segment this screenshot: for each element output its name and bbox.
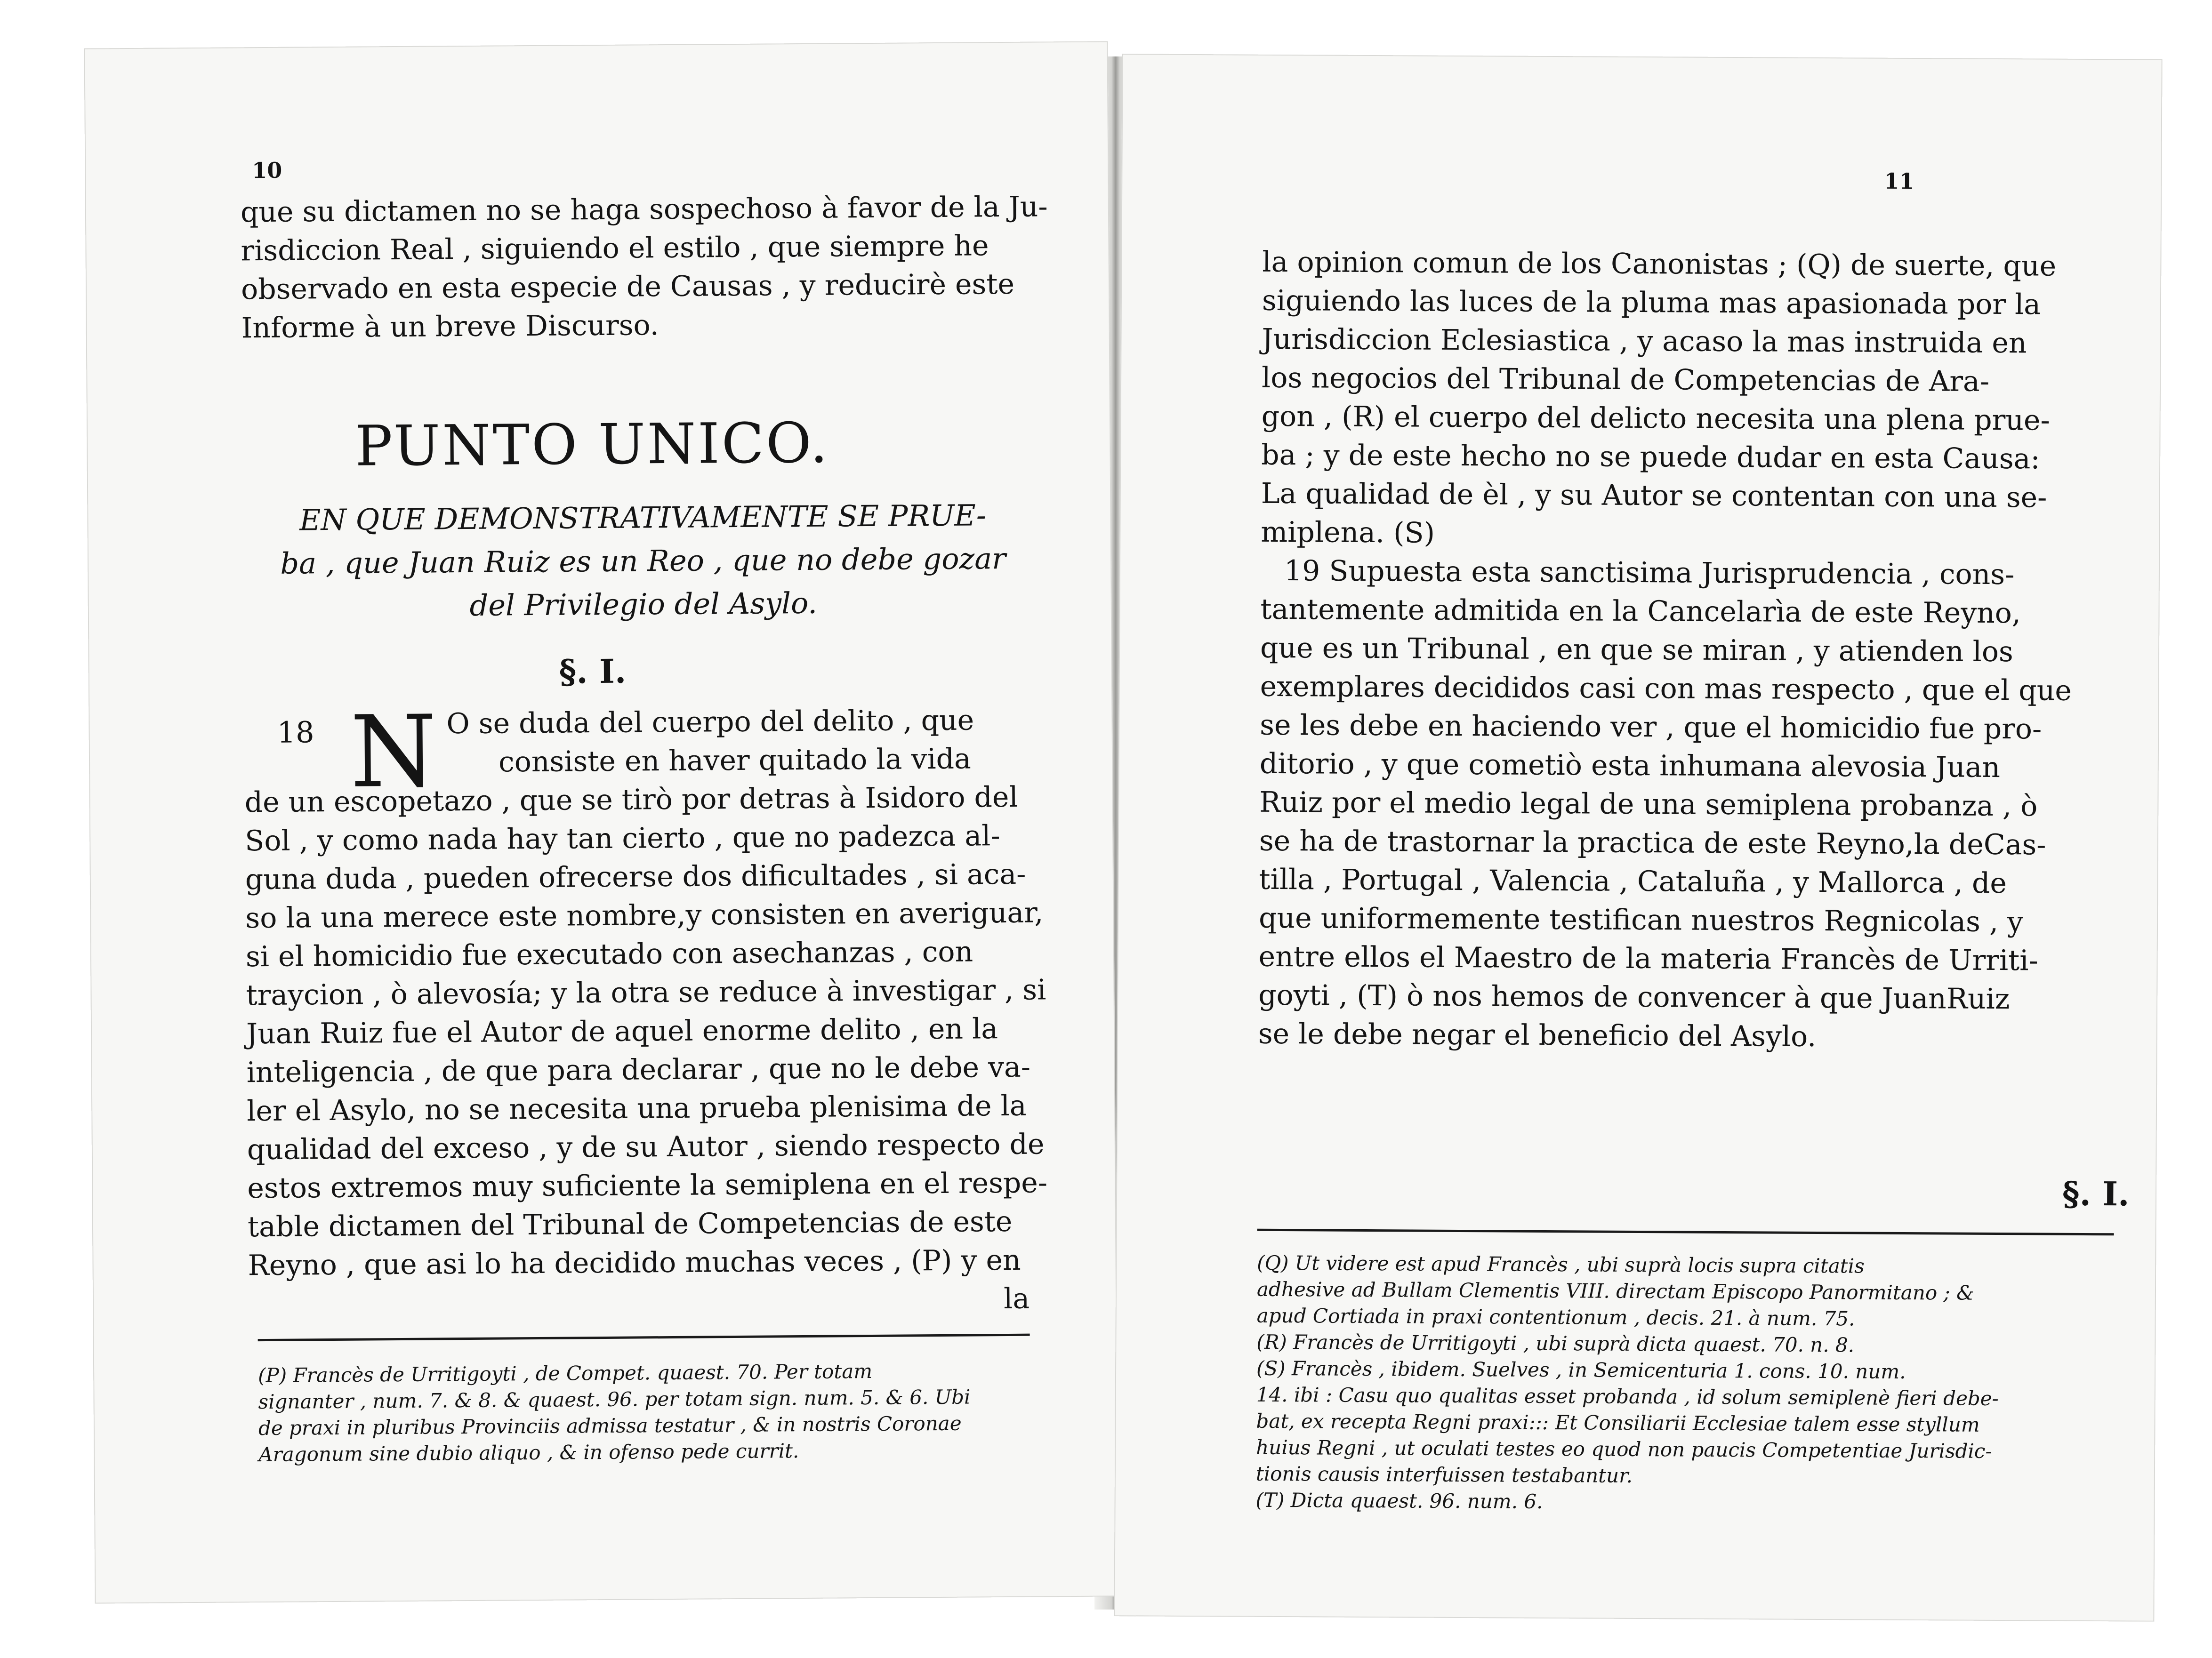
text-line: que uniformemente testifican nuestros Regnicolas , y	[1258, 901, 2024, 939]
subheading	[242, 493, 1044, 629]
text-line: estos extremos muy suficiente la semiplena en el respe-	[247, 1166, 1048, 1205]
left-page	[84, 41, 1118, 1603]
paragraph-18	[244, 694, 1048, 1323]
right-page	[1114, 54, 2162, 1622]
footnote-line: de praxi in pluribus Provinciis admissa testatur , & in nostris Coronae	[258, 1411, 962, 1440]
catchword: la	[1003, 1282, 1030, 1316]
text-line: Informe à un breve Discurso.	[241, 309, 659, 345]
text-line: exemplares decididos casi con mas respecto , que el que	[1260, 670, 2072, 707]
text-line: los negocios del Tribunal de Competencias de Ara-	[1261, 361, 1990, 398]
text-line: Sol , y como nada hay tan cierto , que no padezca al-	[245, 819, 1000, 858]
drop-cap: N	[350, 694, 437, 810]
text-line: que su dictamen no se haga sospechoso à favor de la Ju-	[240, 190, 1048, 229]
subheading-line: EN QUE DEMONSTRATIVAMENTE SE PRUE-	[299, 498, 987, 537]
footnote-line: (T) Dicta quaest. 96. num. 6.	[1255, 1488, 1543, 1513]
subheading-line: ba , que Juan Ruiz es un Reo , que no debe gozar	[280, 541, 1006, 581]
text-line: se ha de trastornar la practica de este Reyno,la deCas-	[1259, 824, 2046, 862]
opening-text	[240, 187, 1048, 347]
page-number: 10	[252, 157, 282, 184]
footnotes	[258, 1357, 1040, 1468]
section-mark: §. I.	[2062, 1174, 2130, 1214]
text-line: qualidad del exceso , y de su Autor , siendo respecto de	[247, 1128, 1045, 1167]
text-line: observado en esta especie de Causas , y reducirè este	[241, 267, 1015, 306]
footnote-rule	[258, 1334, 1030, 1341]
text-line: traycion , ò alevosía; y la otra se reduce à investigar , si	[246, 973, 1046, 1012]
text-line: ditorio , y que cometiò esta inhumana alevosia Juan	[1259, 747, 2001, 785]
text-line: tilla , Portugal , Valencia , Cataluña , y Mallorca , de	[1259, 863, 2007, 900]
footnote-line: (S) Francès , ibidem. Suelves , in Semicenturia 1. cons. 10. num.	[1256, 1356, 1906, 1383]
text-line: si el homicidio fue executado con asechanzas , con	[245, 935, 973, 974]
text-line: que es un Tribunal , en que se miran , y atienden los	[1260, 631, 2013, 669]
footnote-rule	[1257, 1229, 2114, 1236]
footnote-line: 14. ibi : Casu quo qualitas esset probanda , id solum semiplenè fieri debe-	[1256, 1383, 1999, 1410]
text-line: tantemente admitida en la Cancelarìa de este Reyno,	[1260, 593, 2021, 630]
text-line: siguiendo las luces de la pluma mas apasionada por la	[1262, 284, 2041, 321]
footnote-line: (Q) Ut videre est apud Francès , ubi suprà locis supra citatis	[1257, 1251, 1865, 1278]
text-line: de un escopetazo , que se tirò por detras à Isidoro del	[244, 780, 1018, 819]
text-line: ler el Asylo, no se necesita una prueba plenisima de la	[247, 1089, 1027, 1128]
footnote-line: huius Regni , ut oculati testes eo quod non paucis Competentiae Jurisdic-	[1256, 1435, 1992, 1463]
text-line: table dictamen del Tribunal de Competencias de este	[247, 1205, 1013, 1244]
footnote-line: apud Cortiada in praxi contentionum , decis. 21. à num. 75.	[1256, 1304, 1855, 1330]
text-line: se le debe negar el beneficio del Asylo.	[1258, 1017, 1817, 1053]
text-line: Juan Ruiz fue el Autor de aquel enorme delito , en la	[246, 1012, 998, 1051]
page-number: 11	[1884, 168, 1914, 194]
footnote-line: adhesive ad Bullam Clementis VIII. directam Episcopo Panormitano ; &	[1256, 1277, 1974, 1305]
text-line: entre ellos el Maestro de la materia Francès de Urriti-	[1258, 940, 2038, 977]
footnote-line: Aragonum sine dubio aliquo , & in ofenso pede currit.	[258, 1439, 799, 1466]
body-text	[1258, 243, 2119, 1058]
footnote-line: signanter , num. 7. & 8. & quaest. 96. per totam sign. num. 5. & 6. Ubi	[258, 1385, 971, 1414]
text-line: ba ; y de este hecho no se puede dudar en esta Causa:	[1261, 438, 2040, 476]
subheading-line: del Privilegio del Asylo.	[469, 585, 818, 623]
text-line: La qualidad de èl , y su Autor se contentan con una se-	[1261, 477, 2047, 514]
text-line: guna duda , pueden ofrecerse dos dificultades , si aca-	[245, 857, 1026, 897]
text-line: miplena. (S)	[1261, 515, 1435, 550]
text-line: risdiccion Real , siguiendo el estilo , que siempre he	[241, 229, 989, 268]
text-line: so la una merece este nombre,y consisten en averiguar,	[245, 896, 1044, 935]
text-line: 19 Supuesta esta sanctisima Jurisprudencia , cons-	[1284, 554, 2015, 592]
text-line: inteligencia , de que para declarar , que no le debe va-	[246, 1050, 1031, 1089]
text-line: consiste en haver quitado la vida	[498, 742, 971, 779]
text-line: Ruiz por el medio legal de una semiplena probanza , ò	[1259, 785, 2038, 823]
text-line: la opinion comun de los Canonistas ; (Q) de suerte, que	[1262, 245, 2057, 283]
text-line: goyti , (T) ò nos hemos de convencer à que JuanRuiz	[1258, 978, 2010, 1016]
text-line: O se duda del cuerpo del delito , que	[446, 704, 974, 741]
text-line: Reyno , que asi lo ha decidido muchas veces , (P) y en	[248, 1243, 1021, 1282]
footnote-line: (P) Francès de Urritigoyti , de Compet. quaest. 70. Per totam	[258, 1360, 873, 1387]
paragraph-number: 18	[277, 715, 314, 750]
text-line: Jurisdiccion Eclesiastica , y acaso la mas instruida en	[1262, 322, 2027, 360]
footnotes	[1255, 1250, 2114, 1518]
footnote-line: tionis causis interfuissen testabantur.	[1255, 1462, 1633, 1487]
footnote-line: (R) Francès de Urritigoyti , ubi suprà dicta quaest. 70. n. 8.	[1256, 1330, 1855, 1357]
section-mark: §. I.	[559, 651, 627, 691]
text-line: se les debe en haciendo ver , que el homicidio fue pro-	[1260, 708, 2042, 746]
text-line: gon , (R) el cuerpo del delicto necesita una plena prue-	[1261, 400, 2050, 437]
page-heading: PUNTO UNICO.	[354, 410, 830, 479]
footnote-line: bat, ex recepta Regni praxi::: Et Consiliarii Ecclesiae talem esse styllum	[1256, 1409, 1980, 1436]
